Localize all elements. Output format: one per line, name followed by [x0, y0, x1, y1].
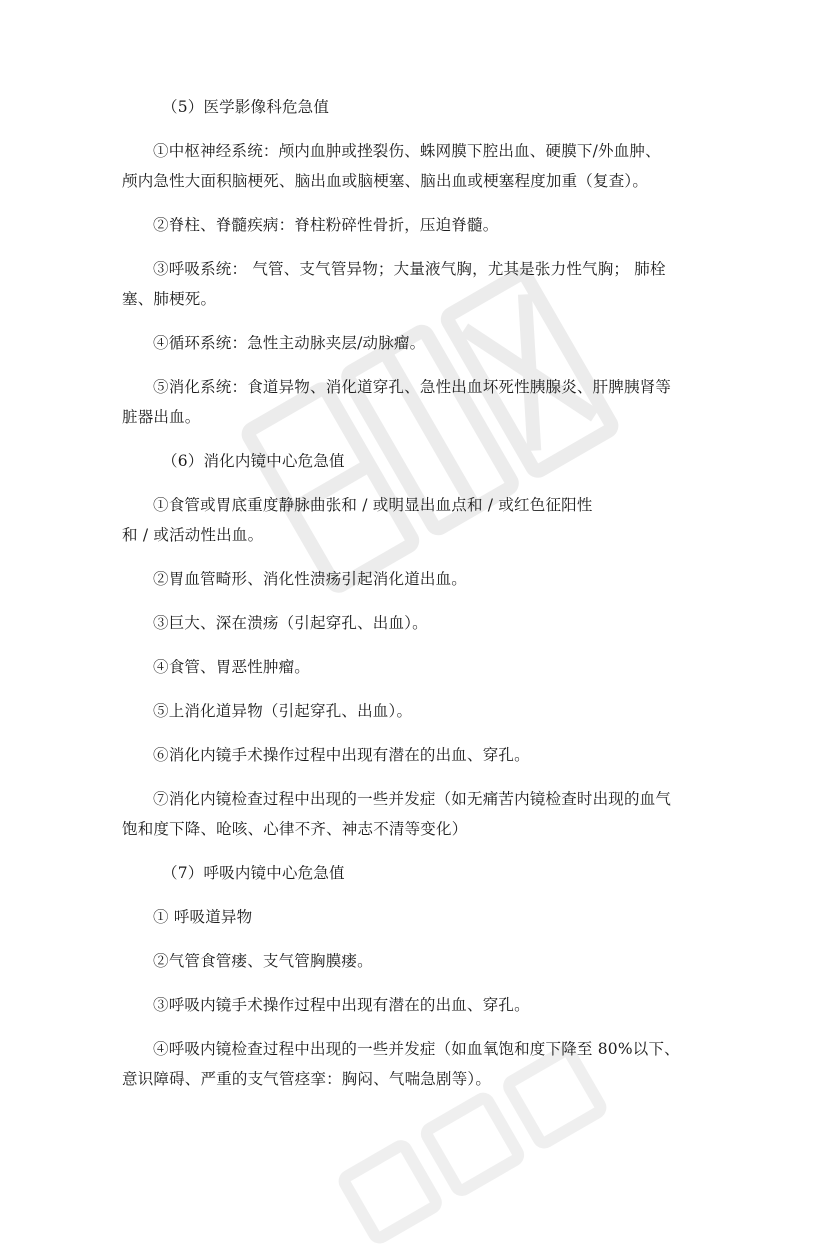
list-item-line: ②胃血管畸形、消化性溃疡引起消化道出血。	[153, 570, 468, 588]
document-page	[122, 92, 712, 1108]
section-heading: （7）呼吸内镜中心危急值	[162, 864, 345, 882]
list-item-line: 脏器出血。	[122, 408, 201, 426]
list-item-line: 饱和度下降、呛咳、心律不齐、神志不清等变化）	[122, 820, 468, 838]
list-item	[122, 1034, 712, 1094]
list-item	[122, 902, 712, 932]
list-item-line: ⑥消化内镜手术操作过程中出现有潜在的出血、穿孔。	[153, 746, 530, 764]
list-item-line: ②脊柱、脊髓疾病：脊柱粉碎性骨折，压迫脊髓。	[153, 216, 499, 234]
list-item	[122, 564, 712, 594]
list-item	[122, 372, 712, 432]
list-item-line: ⑤上消化道异物（引起穿孔、出血）。	[153, 702, 413, 720]
list-item-line: ④食管、胃恶性肿瘤。	[153, 658, 311, 676]
list-item	[122, 652, 712, 682]
list-item	[122, 608, 712, 638]
list-item-line: ③巨大、深在溃疡（引起穿孔、出血）。	[153, 614, 428, 632]
list-item-line: 意识障碍、严重的支气管痉挛：胸闷、气喘急剧等）。	[122, 1070, 492, 1088]
list-item-line: 塞、肺梗死。	[122, 290, 217, 308]
list-item-line: ⑦消化内镜检查过程中出现的一些并发症（如无痛苦内镜检查时出现的血气	[153, 790, 672, 808]
list-item	[122, 990, 712, 1020]
list-item-line: ①中枢神经系统：颅内血肿或挫裂伤、蛛网膜下腔出血、硬膜下/外血肿、	[153, 142, 661, 160]
section-heading: （6）消化内镜中心危急值	[162, 452, 345, 470]
list-item	[122, 696, 712, 726]
list-item	[122, 254, 712, 314]
list-item-line: 和 / 或活动性出血。	[122, 526, 264, 544]
list-item-line: ①食管或胃底重度静脉曲张和 / 或明显出血点和 / 或红色征阳性	[153, 496, 593, 514]
list-item-line: ②气管食管瘘、支气管胸膜瘘。	[153, 952, 373, 970]
list-item	[122, 136, 712, 196]
list-item-line: ④循环系统：急性主动脉夹层/动脉瘤。	[153, 334, 426, 352]
list-item-line: ③呼吸内镜手术操作过程中出现有潜在的出血、穿孔。	[153, 996, 530, 1014]
list-item	[122, 210, 712, 240]
list-item-line: ① 呼吸道异物	[153, 908, 253, 926]
list-item-line: ③呼吸系统： 气管、支气管异物；大量液气胸，尤其是张力性气胸； 肺栓	[153, 260, 666, 278]
list-item	[122, 328, 712, 358]
section-heading: （5）医学影像科危急值	[162, 98, 330, 116]
list-item	[122, 946, 712, 976]
list-item	[122, 784, 712, 844]
list-item	[122, 490, 712, 550]
list-item	[122, 740, 712, 770]
list-item-line: ④呼吸内镜检查过程中出现的一些并发症（如血氧饱和度下降至 80%以下、	[153, 1040, 680, 1058]
list-item-line: ⑤消化系统：食道异物、消化道穿孔、急性出血坏死性胰腺炎、肝脾胰肾等	[153, 378, 672, 396]
list-item-line: 颅内急性大面积脑梗死、脑出血或脑梗塞、脑出血或梗塞程度加重（复查）。	[122, 172, 649, 190]
